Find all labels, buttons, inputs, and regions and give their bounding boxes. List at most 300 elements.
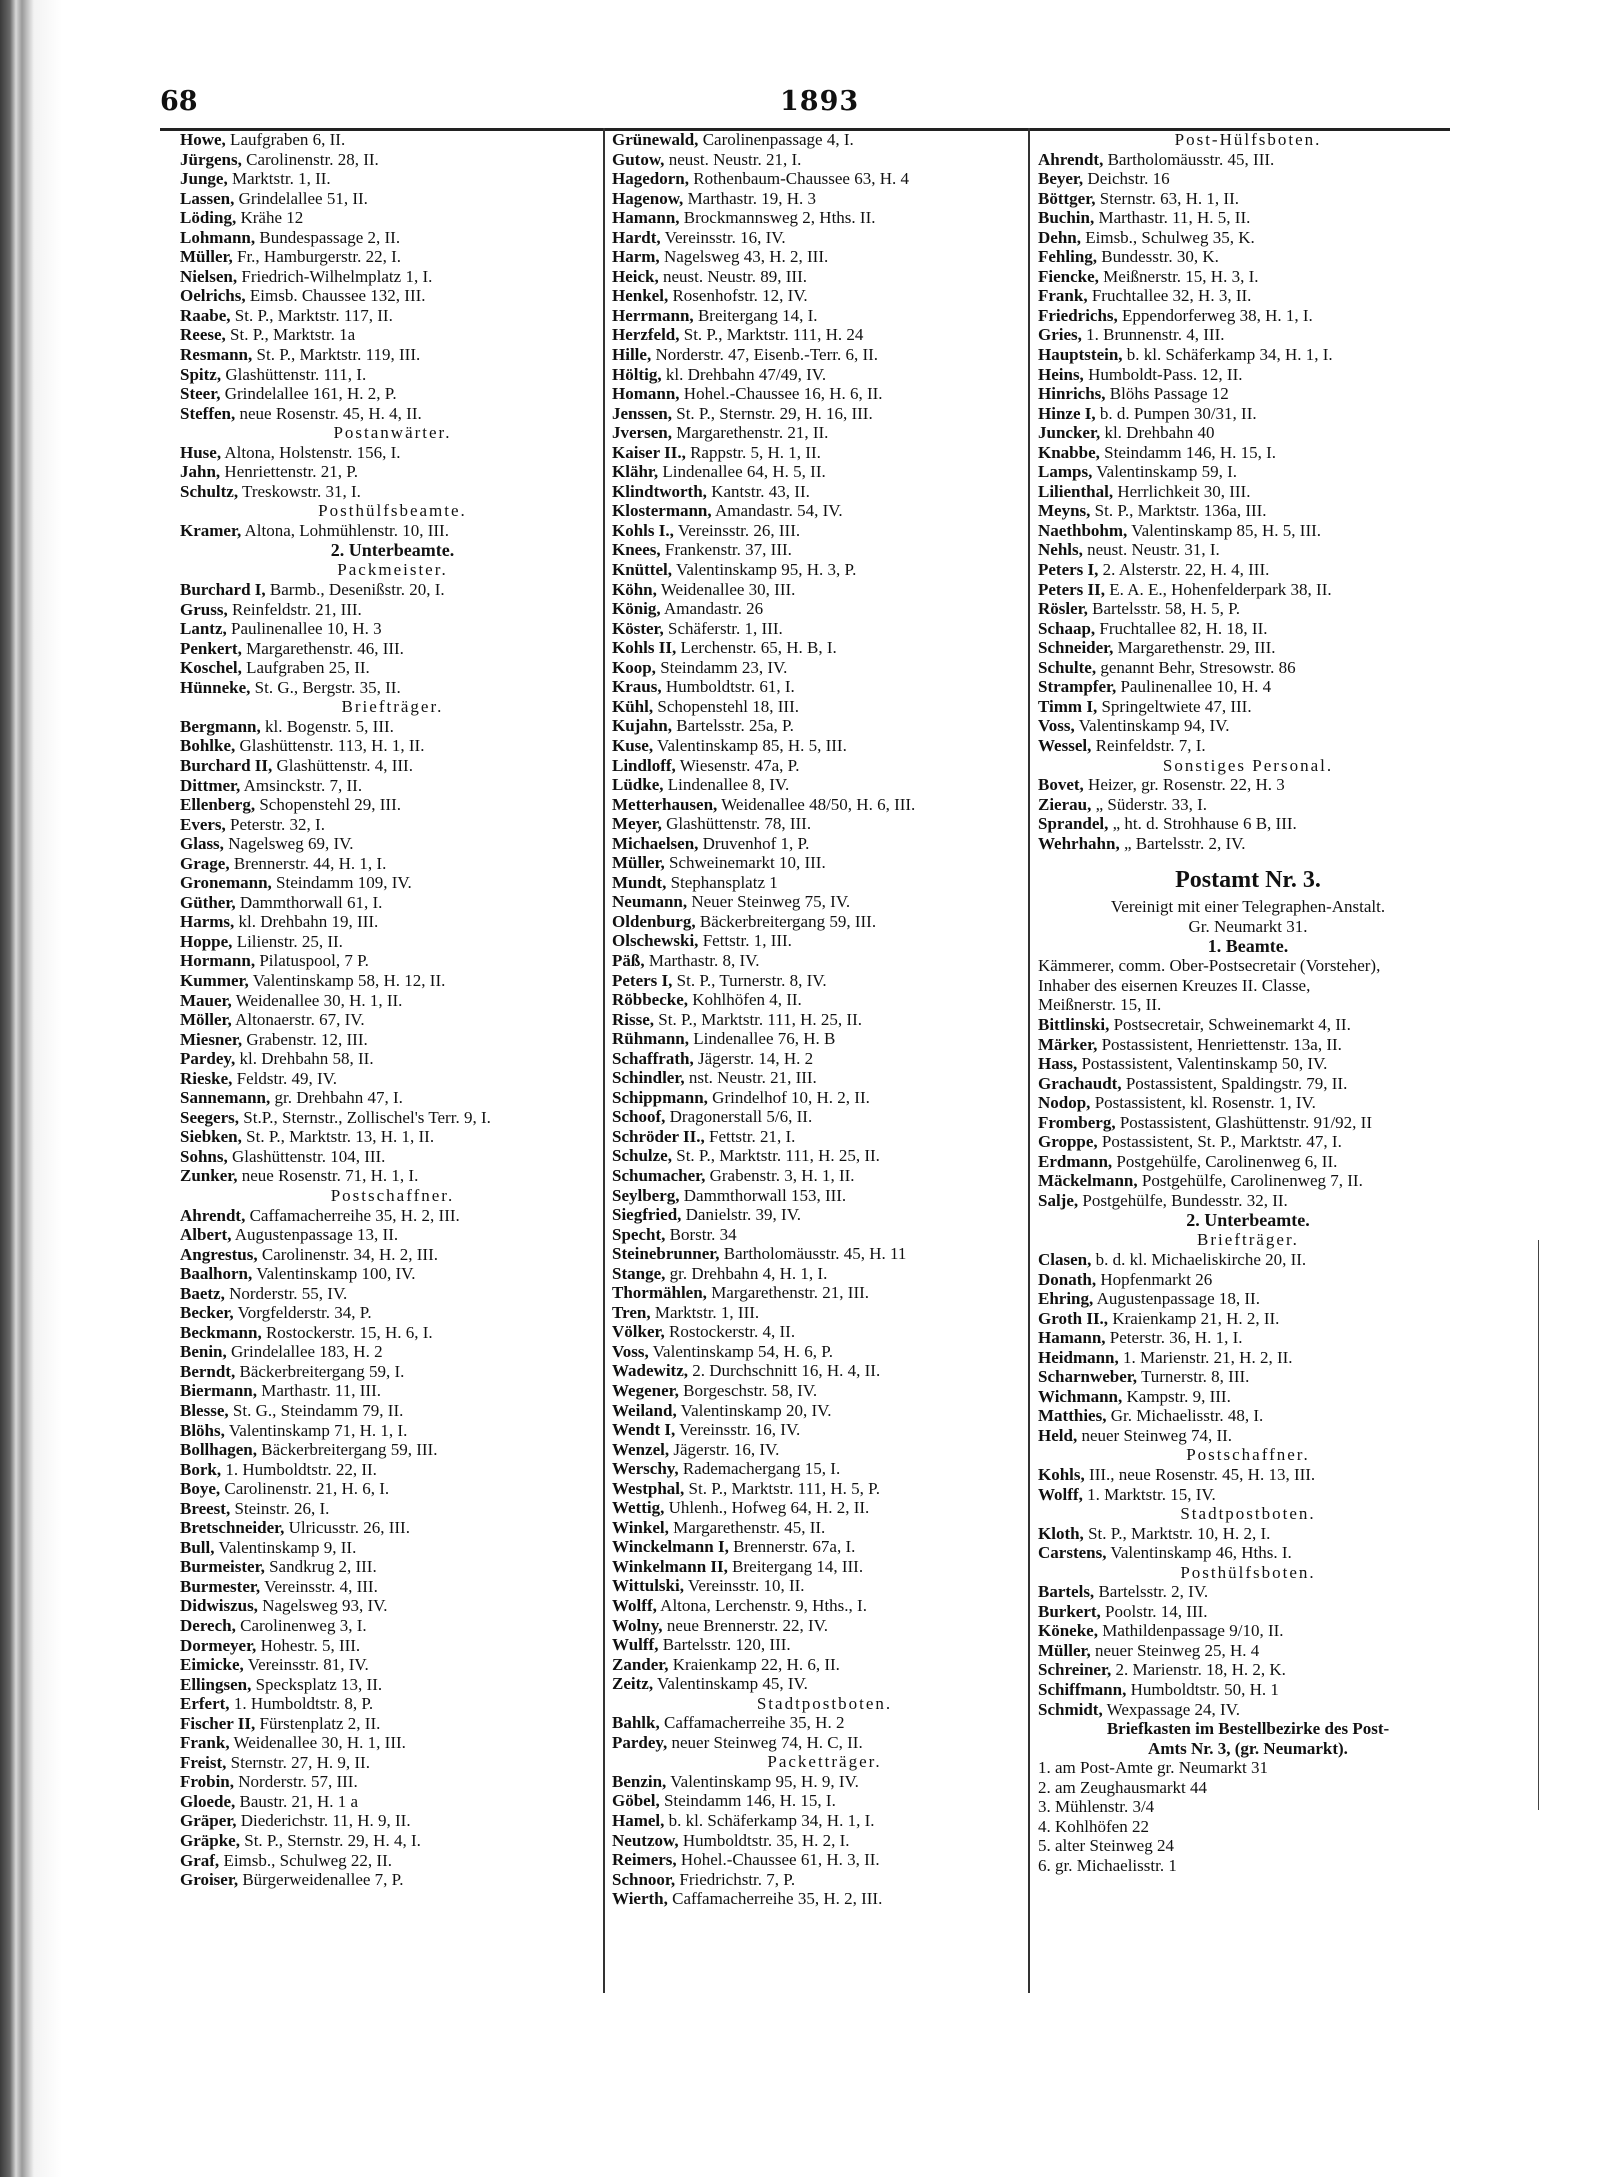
entry-name: Seylberg, <box>612 1185 680 1205</box>
directory-entry <box>612 1107 1037 1127</box>
entry-address: Valentinskamp 85, H. 5, III. <box>1131 520 1322 540</box>
entry-name: Benin, <box>180 1342 227 1362</box>
entry-address: St. P., Marktstr. 136a, III. <box>1094 501 1267 521</box>
entry-address: Reinfeldstr. 7, I. <box>1095 735 1206 755</box>
entry-address: Rothenbaum-Chaussee 63, H. 4 <box>693 169 910 189</box>
directory-entry <box>612 1733 1037 1753</box>
directory-entry <box>180 169 605 189</box>
directory-entry <box>1038 286 1458 306</box>
entry-name: Junge, <box>180 169 228 189</box>
directory-entry <box>612 1322 1037 1342</box>
directory-entry <box>1038 716 1458 736</box>
directory-entry <box>1038 1465 1458 1485</box>
entry-name: Held, <box>1038 1425 1078 1445</box>
entry-address: Postsecretair, Schweinemarkt 4, II. <box>1113 1014 1351 1034</box>
directory-entry <box>1038 443 1458 463</box>
entry-address: St. P., Sternstr. 29, H. 16, III. <box>676 403 873 423</box>
entry-name: Hünneke, <box>180 677 251 697</box>
entry-name: Neumann, <box>612 892 688 912</box>
entry-name: Beyer, <box>1038 169 1084 189</box>
entry-address: Margarethenstr. 46, III. <box>246 638 404 658</box>
entry-address: St. P., Marktstr. 111, H. 25, II. <box>658 1009 862 1029</box>
directory-entry <box>612 247 1037 267</box>
entry-address: Altonaerstr. 67, IV. <box>235 1010 365 1030</box>
entry-address: Nagelsweg 43, H. 2, III. <box>663 247 829 267</box>
directory-entry <box>180 1694 605 1714</box>
entry-name: Bohlke, <box>180 736 236 756</box>
entry-address: Rosenhofstr. 12, IV. <box>672 286 808 306</box>
entry-address: Steindamm 109, IV. <box>276 873 412 893</box>
entry-address: Borgeschstr. 58, IV. <box>683 1381 818 1400</box>
directory-entry <box>180 325 605 345</box>
directory-entry <box>1038 1289 1458 1309</box>
directory-entry <box>180 932 605 952</box>
directory-entry <box>612 1498 1037 1518</box>
entry-name: Burkert, <box>1038 1601 1101 1621</box>
directory-entry <box>612 1596 1037 1616</box>
entry-address: 1. Brunnenstr. 4, III. <box>1086 325 1225 345</box>
entry-address: Weidenallee 30, H. 1, III. <box>233 1733 406 1753</box>
directory-entry <box>612 697 1037 717</box>
directory-entry <box>1038 1328 1458 1348</box>
directory-entry <box>612 1283 1037 1303</box>
entry-address: Neuer Steinweg 75, IV. <box>691 892 851 912</box>
entry-name: Glass, <box>180 834 224 854</box>
entry-name: Buchin, <box>1038 208 1095 228</box>
entry-address: Margarethenstr. 21, III. <box>711 1283 870 1303</box>
directory-entry <box>612 345 1037 365</box>
directory-entry <box>612 521 1037 541</box>
directory-entry <box>180 834 605 854</box>
directory-entry <box>180 1284 605 1304</box>
directory-entry <box>180 1479 605 1499</box>
entry-name: Voss, <box>612 1341 649 1361</box>
subsection-heading: Stadtpostboten. <box>1180 1504 1316 1524</box>
subsection-heading: Packmeister. <box>337 560 448 580</box>
directory-entry <box>180 795 605 815</box>
entry-name: Wehrhahn, <box>1038 833 1120 853</box>
entry-address: genannt Behr, Stresowstr. 86 <box>1100 657 1296 677</box>
directory-entry <box>612 1440 1037 1460</box>
entry-address: neuer Steinweg 74, II. <box>1081 1425 1233 1445</box>
entry-address: Bundespassage 2, II. <box>259 227 401 247</box>
entry-address: Grabenstr. 3, H. 1, II. <box>709 1165 855 1185</box>
entry-address: Glashüttenstr. 4, III. <box>276 755 413 775</box>
directory-entry <box>180 1381 605 1401</box>
entry-address: Marthastr. 8, IV. <box>648 950 760 970</box>
entry-name: Müller, <box>1038 1640 1091 1660</box>
entry-address: Carolinenstr. 34, H. 2, III. <box>261 1244 438 1264</box>
entry-address: kl. Drehbahn 19, III. <box>238 912 379 932</box>
entry-name: Müller, <box>180 247 233 267</box>
entry-name: Harms, <box>180 912 235 932</box>
subsection-heading: Postschaffner. <box>330 1185 455 1205</box>
directory-entry <box>180 639 605 659</box>
entry-address: Vereinsstr. 16, IV. <box>679 1420 801 1440</box>
entry-name: Schindler, <box>612 1068 685 1088</box>
directory-entry <box>1038 1309 1458 1329</box>
entry-name: Bretschneider, <box>180 1518 285 1538</box>
entry-name: Burmeister, <box>180 1557 265 1577</box>
entry-name: Ellenberg, <box>180 795 256 815</box>
entry-address: Valentinskamp 45, IV. <box>657 1674 808 1694</box>
entry-address: Weidenallee 48/50, H. 6, III. <box>721 794 916 814</box>
directory-entry <box>612 150 1037 170</box>
directory-entry <box>612 1068 1037 1088</box>
entry-name: Groppe, <box>1038 1132 1098 1152</box>
directory-entry <box>180 404 605 424</box>
directory-entry <box>612 1518 1037 1538</box>
directory-entry <box>1038 247 1458 267</box>
entry-name: Erdmann, <box>1038 1151 1113 1171</box>
entry-name: Rösler, <box>1038 599 1088 619</box>
entry-name: Schulte, <box>1038 657 1097 677</box>
entry-name: Heick, <box>612 266 659 286</box>
entry-name: Boye, <box>180 1479 221 1499</box>
directory-column-3 <box>1038 130 1458 1875</box>
entry-name: Kohls, <box>1038 1465 1085 1484</box>
directory-entry <box>180 1460 605 1480</box>
entry-name: Michaelsen, <box>612 833 699 853</box>
directory-entry <box>1038 1152 1458 1172</box>
directory-entry <box>180 521 605 541</box>
entry-name: Rieske, <box>180 1068 233 1088</box>
entry-address: Frankenstr. 37, III. <box>664 540 792 560</box>
office-info-line: Vereinigt mit einer Telegraphen-Anstalt. <box>1110 897 1386 917</box>
entry-address: Valentinskamp 58, H. 12, II. <box>252 970 446 990</box>
entry-address: Schopenstehl 18, III. <box>657 696 799 716</box>
entry-name: Zunker, <box>180 1166 238 1186</box>
directory-entry <box>612 658 1037 678</box>
directory-column-2 <box>612 130 1037 1909</box>
entry-address: Ulricusstr. 26, III. <box>288 1518 410 1538</box>
directory-entry <box>1038 306 1458 326</box>
directory-entry <box>180 1831 605 1851</box>
entry-name: Wierth, <box>612 1889 668 1909</box>
entry-address: Eimsb., Schulweg 22, II. <box>223 1850 393 1870</box>
entry-address: Fettstr. 21, I. <box>708 1126 796 1146</box>
directory-entry <box>612 1225 1037 1245</box>
page-number: 68 <box>160 86 198 117</box>
entry-name: Ahrendt, <box>180 1205 246 1225</box>
entry-name: Hille, <box>612 345 652 365</box>
directory-entry <box>1038 1093 1458 1113</box>
entry-address: Valentinskamp 9, II. <box>218 1537 357 1557</box>
entry-address: Danielstr. 39, IV. <box>685 1205 802 1225</box>
directory-entry <box>612 1791 1037 1811</box>
entry-name: Bollhagen, <box>180 1440 257 1460</box>
entry-name: Fischer II, <box>180 1713 256 1733</box>
directory-entry <box>180 1049 605 1069</box>
directory-entry <box>180 600 605 620</box>
entry-name: Lassen, <box>180 188 235 208</box>
directory-entry <box>1038 1074 1458 1094</box>
directory-entry <box>180 150 605 170</box>
entry-name: Pardey, <box>180 1049 236 1069</box>
entry-address: Postgehülfe, Bundesstr. 32, II. <box>1082 1190 1288 1210</box>
entry-address: Mathildenpassage 9/10, II. <box>1102 1621 1284 1641</box>
entry-name: Knees, <box>612 540 661 560</box>
directory-entry <box>1038 1270 1458 1290</box>
entry-address: Steinstr. 26, I. <box>234 1498 330 1518</box>
directory-entry <box>612 814 1037 834</box>
entry-name: Blöhs, <box>180 1420 225 1440</box>
entry-name: Friedrichs, <box>1038 305 1118 325</box>
entry-address: Paulinenallee 10, H. 3 <box>231 619 382 639</box>
entry-address: St. G., Bergstr. 35, II. <box>254 677 401 697</box>
directory-entry <box>612 1146 1037 1166</box>
entry-address: Pilatuspool, 7 P. <box>259 951 369 971</box>
entry-address: neuer Steinweg 74, H. C, II. <box>671 1732 863 1752</box>
directory-entry <box>612 580 1037 600</box>
directory-entry <box>612 1850 1037 1870</box>
entry-name: Grage, <box>180 853 230 873</box>
entry-address: Marthastr. 11, III. <box>261 1381 381 1401</box>
entry-name: Nehls, <box>1038 540 1083 560</box>
entry-name: Didwiszus, <box>180 1596 258 1616</box>
directory-entry <box>612 1166 1037 1186</box>
entry-name: Miesner, <box>180 1029 243 1049</box>
entry-address: St.P., Sternstr., Zollischel's Terr. 9, I. <box>243 1107 491 1127</box>
directory-entry <box>180 1303 605 1323</box>
entry-address: Deichstr. 16 <box>1087 169 1170 189</box>
entry-address: neue Rosenstr. 45, H. 4, II. <box>239 403 422 423</box>
entry-name: Schreiner, <box>1038 1660 1112 1680</box>
entry-address: Valentinskamp 20, IV. <box>680 1400 832 1420</box>
directory-entry <box>1038 1582 1458 1602</box>
entry-address: 1. Humboldtstr. 8, P. <box>233 1694 374 1714</box>
directory-entry <box>612 1049 1037 1069</box>
entry-address: Hohel.-Chaussee 16, H. 6, II. <box>683 384 883 404</box>
subsection-heading: Post-Hülfsboten. <box>1174 130 1322 149</box>
directory-entry <box>1038 1387 1458 1407</box>
entry-address: Carolinenpassage 4, I. <box>702 130 854 149</box>
entry-address: Gr. Michaelisstr. 48, I. <box>1110 1406 1264 1426</box>
entry-address: 2. Marienstr. 18, H. 2, K. <box>1115 1660 1286 1680</box>
directory-entry <box>180 1733 605 1753</box>
entry-address: Weidenallee 30, H. 1, II. <box>235 990 403 1010</box>
office-info-line: Gr. Neumarkt 31. <box>1188 916 1308 936</box>
directory-entry <box>180 678 605 698</box>
directory-entry <box>612 834 1037 854</box>
directory-entry <box>612 325 1037 345</box>
entry-address: Nagelsweg 93, IV. <box>262 1596 388 1616</box>
directory-entry <box>1038 228 1458 248</box>
entry-name: Ahrendt, <box>1038 149 1104 169</box>
directory-entry <box>180 1655 605 1675</box>
directory-entry <box>180 1518 605 1538</box>
entry-address: St. P., Marktstr. 117, II. <box>234 305 393 325</box>
entry-address: Bartholomäusstr. 45, III. <box>1107 149 1275 169</box>
directory-entry <box>1038 169 1458 189</box>
directory-entry <box>612 716 1037 736</box>
entry-name: Köneke, <box>1038 1621 1098 1641</box>
entry-address: 1. Marktstr. 15, IV. <box>1087 1484 1216 1504</box>
entry-address: Postassistent, Valentinskamp 50, IV. <box>1081 1054 1328 1074</box>
entry-name: Schröder II., <box>612 1126 705 1146</box>
directory-entry <box>180 580 605 600</box>
directory-entry <box>612 1811 1037 1831</box>
entry-name: Köhn, <box>612 579 657 599</box>
entry-address: Hohel.-Chaussee 61, H. 3, II. <box>680 1850 880 1870</box>
entry-name: Steffen, <box>180 403 236 423</box>
directory-entry <box>612 1381 1037 1401</box>
directory-entry <box>1038 1113 1458 1133</box>
directory-entry <box>180 1401 605 1421</box>
mailbox-heading: Briefkasten im Bestellbezirke des Post- <box>1106 1719 1390 1739</box>
directory-entry <box>180 384 605 404</box>
directory-entry <box>612 560 1037 580</box>
directory-entry <box>180 1675 605 1695</box>
entry-name: Mäckelmann, <box>1038 1171 1138 1191</box>
directory-entry <box>1038 540 1458 560</box>
directory-entry <box>180 893 605 913</box>
entry-name: Bergmann, <box>180 716 261 736</box>
entry-name: Freist, <box>180 1752 227 1772</box>
entry-name: Matthies, <box>1038 1406 1107 1426</box>
directory-entry <box>612 931 1037 951</box>
entry-name: Seegers, <box>180 1107 240 1127</box>
entry-name: König, <box>612 599 661 619</box>
entry-address: 2. Durchschnitt 16, H. 4, II. <box>692 1361 881 1381</box>
entry-name: Hass, <box>1038 1054 1078 1074</box>
entry-name: Mundt, <box>612 872 667 892</box>
entry-name: Becker, <box>180 1303 234 1323</box>
entry-address: Druvenhof 1, P. <box>702 833 810 853</box>
directory-entry <box>180 1030 605 1050</box>
entry-name: Oldenburg, <box>612 911 696 931</box>
entry-address: Margarethenstr. 45, II. <box>673 1517 826 1537</box>
entry-name: Dehn, <box>1038 227 1081 247</box>
entry-address: Postassistent, Spaldingstr. 79, II. <box>1125 1073 1348 1093</box>
entry-name: Gries, <box>1038 325 1082 345</box>
directory-entry <box>1038 1054 1458 1074</box>
entry-address: kl. Drehbahn 40 <box>1104 423 1215 443</box>
entry-name: Sohns, <box>180 1146 228 1166</box>
directory-entry <box>612 384 1037 404</box>
directory-entry <box>180 1596 605 1616</box>
entry-name: Nodop, <box>1038 1093 1091 1113</box>
entry-name: Meyer, <box>612 814 662 834</box>
entry-name: Lantz, <box>180 619 227 639</box>
directory-entry <box>180 1323 605 1343</box>
entry-address: Bartelsstr. 2, IV. <box>1098 1582 1209 1602</box>
entry-address: 1. Humboldtstr. 22, II. <box>225 1459 377 1479</box>
entry-name: Steinebrunner, <box>612 1244 720 1264</box>
entry-address: Reinfeldstr. 21, III. <box>231 599 362 619</box>
entry-name: Baetz, <box>180 1283 225 1303</box>
entry-address: Vereinsstr. 81, IV. <box>247 1655 369 1675</box>
directory-entry <box>612 443 1037 463</box>
directory-entry <box>612 638 1037 658</box>
directory-entry <box>612 853 1037 873</box>
entry-name: Albert, <box>180 1225 232 1245</box>
directory-entry <box>180 1792 605 1812</box>
entry-name: Burchard I, <box>180 580 266 600</box>
entry-address: St. P., Sternstr. 29, H. 4, I. <box>244 1831 421 1851</box>
entry-address: Jägerstr. 16, IV. <box>673 1439 780 1459</box>
entry-name: Eimicke, <box>180 1655 244 1675</box>
entry-address: neust. Neustr. 89, III. <box>663 266 808 286</box>
entry-name: Müller, <box>612 853 665 873</box>
entry-name: Juncker, <box>1038 423 1101 443</box>
entry-address: Valentinskamp 71, H. 1, I. <box>228 1420 408 1440</box>
entry-name: Zeitz, <box>612 1674 654 1694</box>
entry-name: Fehling, <box>1038 247 1098 267</box>
entry-name: Bartels, <box>1038 1582 1095 1602</box>
entry-name: Schulze, <box>612 1146 672 1166</box>
entry-address: Dragonerstall 5/6, II. <box>669 1107 813 1127</box>
directory-entry <box>180 1362 605 1382</box>
entry-name: Groiser, <box>180 1870 239 1890</box>
directory-entry <box>1038 1660 1458 1680</box>
entry-name: Neutzow, <box>612 1830 679 1850</box>
entry-name: Peters I, <box>612 970 673 990</box>
directory-entry <box>612 1576 1037 1596</box>
directory-entry <box>1038 976 1458 996</box>
entry-name: Hoppe, <box>180 931 233 951</box>
entry-address: gr. Drehbahn 4, H. 1, I. <box>669 1263 828 1283</box>
directory-entry <box>1038 1348 1458 1368</box>
directory-entry <box>612 540 1037 560</box>
entry-name: Schnoor, <box>612 1869 676 1889</box>
entry-address: neuer Steinweg 25, H. 4 <box>1094 1640 1260 1660</box>
entry-address: Valentinskamp 54, H. 6, P. <box>652 1341 834 1361</box>
directory-entry <box>612 1303 1037 1323</box>
directory-entry <box>180 854 605 874</box>
entry-address: Heizer, gr. Rosenstr. 22, H. 3 <box>1088 775 1285 795</box>
entry-address: Dammthorwall 153, III. <box>683 1185 847 1205</box>
entry-address: Rademachergang 15, I. <box>682 1459 841 1479</box>
entry-name: Zierau, <box>1038 794 1092 814</box>
entry-name: Klähr, <box>612 462 659 482</box>
entry-address: Augustenpassage 13, II. <box>234 1225 399 1245</box>
entry-address: Meißnerstr. 15, H. 3, I. <box>1103 266 1259 286</box>
entry-name: Burchard II, <box>180 755 273 775</box>
entry-name: Schumacher, <box>612 1165 706 1185</box>
entry-name: Naethbohm, <box>1038 520 1128 540</box>
directory-entry <box>1038 1035 1458 1055</box>
entry-address: Kampstr. 9, III. <box>1126 1386 1231 1406</box>
directory-entry <box>612 482 1037 502</box>
entry-name: Bahlk, <box>612 1713 660 1733</box>
directory-entry <box>1038 795 1458 815</box>
entry-name: Voss, <box>1038 716 1075 736</box>
entry-address: Margarethenstr. 29, III. <box>1117 638 1276 658</box>
directory-entry <box>180 873 605 893</box>
directory-entry <box>1038 462 1458 482</box>
entry-name: Herrmann, <box>612 305 694 325</box>
entry-address: Specksplatz 13, II. <box>255 1674 383 1694</box>
entry-name: Knüttel, <box>612 560 672 580</box>
entry-name: Fiencke, <box>1038 266 1099 286</box>
directory-entry <box>1038 599 1458 619</box>
entry-address: Caffamacherreihe 35, H. 2, III. <box>672 1889 883 1909</box>
entry-name: Wolff, <box>1038 1484 1083 1504</box>
directory-entry <box>180 658 605 678</box>
entry-name: Hamann, <box>612 208 680 228</box>
subsection-heading: Postanwärter. <box>333 423 452 443</box>
entry-name: Bork, <box>180 1459 222 1479</box>
entry-name: Harm, <box>612 247 660 267</box>
entry-address: St. P., Marktstr. 111, H. 24 <box>683 325 864 345</box>
entry-name: Clasen, <box>1038 1249 1092 1269</box>
entry-address: Marktstr. 1, II. <box>231 169 331 189</box>
directory-entry <box>612 756 1037 776</box>
entry-address: Herrlichkeit 30, III. <box>1117 481 1251 501</box>
entry-name: Koop, <box>612 657 656 677</box>
entry-name: Hagenow, <box>612 188 684 208</box>
